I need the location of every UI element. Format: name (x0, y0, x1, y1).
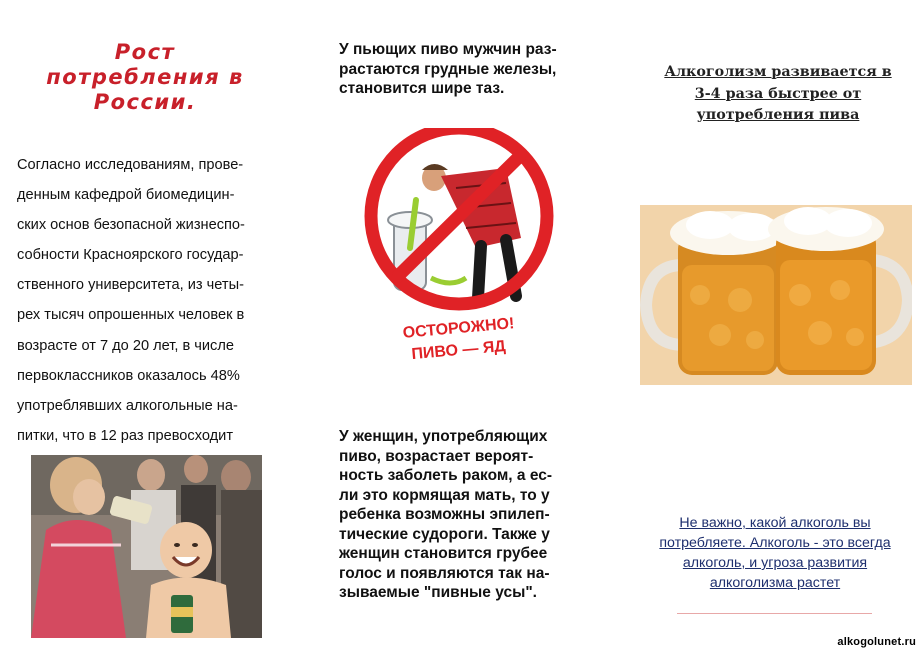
text-line: ребенка возможны эпилеп- (339, 506, 550, 523)
text-line: женщин становится грубее (339, 545, 548, 562)
women-effects-text (339, 427, 599, 603)
text-line: У пьющих пиво мужчин раз- (339, 41, 557, 58)
body-line: Согласно исследованиям, прове- (17, 157, 244, 173)
text-line: растаются грудные железы, (339, 60, 557, 78)
title-line: потребления в (46, 65, 244, 89)
text-line: ность заболеть раком, а ес- (339, 467, 553, 484)
column1-title (40, 40, 250, 115)
text-line: алкоголизма растет (709, 575, 841, 591)
text-line: У женщин, употребляющих (339, 428, 548, 445)
body-line: денным кафедрой биомедицин- (17, 187, 235, 204)
text-line: пиво, возрастает вероят- (339, 447, 534, 465)
watermark: alkogolunet.ru (837, 636, 916, 648)
title-line: России. (93, 90, 197, 114)
sign-text-line2: ПИВО — ЯД (410, 337, 507, 364)
column1-body (17, 150, 292, 451)
column3-title (648, 62, 908, 127)
title-line: 3-4 раза быстрее от (694, 85, 862, 102)
text-line: тические судороги. Также у (339, 525, 550, 543)
prohibition-sign-icon (356, 128, 562, 368)
text-line: ли это кормящая мать, то у (339, 486, 550, 504)
title-line: Рост (114, 40, 176, 64)
alcohol-warning-text (640, 513, 910, 593)
text-line: потребляете. Алкоголь - это всегда (659, 535, 891, 551)
body-line: ских основ безопасной жизнеспо- (17, 217, 245, 234)
divider (677, 613, 872, 614)
title-line: Алкоголизм развивается в (664, 64, 892, 80)
men-effects-text (339, 40, 599, 99)
body-line: употреблявших алкогольные на- (17, 397, 238, 414)
text-line: зываемые "пивные усы". (339, 584, 537, 601)
title-line: употребления пива (696, 107, 860, 123)
body-line: первоклассников оказалось 48% (17, 367, 240, 384)
text-line: алкоголь, и угроза развития (682, 555, 868, 571)
body-line: питки, что в 12 раз превосходит (17, 427, 234, 444)
text-line: голос и появляются так на- (339, 564, 550, 582)
text-line: Не важно, какой алкоголь вы (679, 515, 871, 531)
body-line: возрасте от 7 до 20 лет, в числе (17, 337, 234, 354)
body-line: ственного университета, из четы- (17, 277, 244, 294)
body-line: рех тысяч опрошенных человек в (17, 307, 245, 324)
sign-text-line1: ОСТОРОЖНО! (402, 315, 516, 342)
text-line: становится шире таз. (339, 80, 505, 97)
body-line: собности Красноярского государ- (17, 247, 244, 264)
beer-mugs-photo (640, 205, 912, 385)
children-drinking-photo (31, 455, 262, 638)
